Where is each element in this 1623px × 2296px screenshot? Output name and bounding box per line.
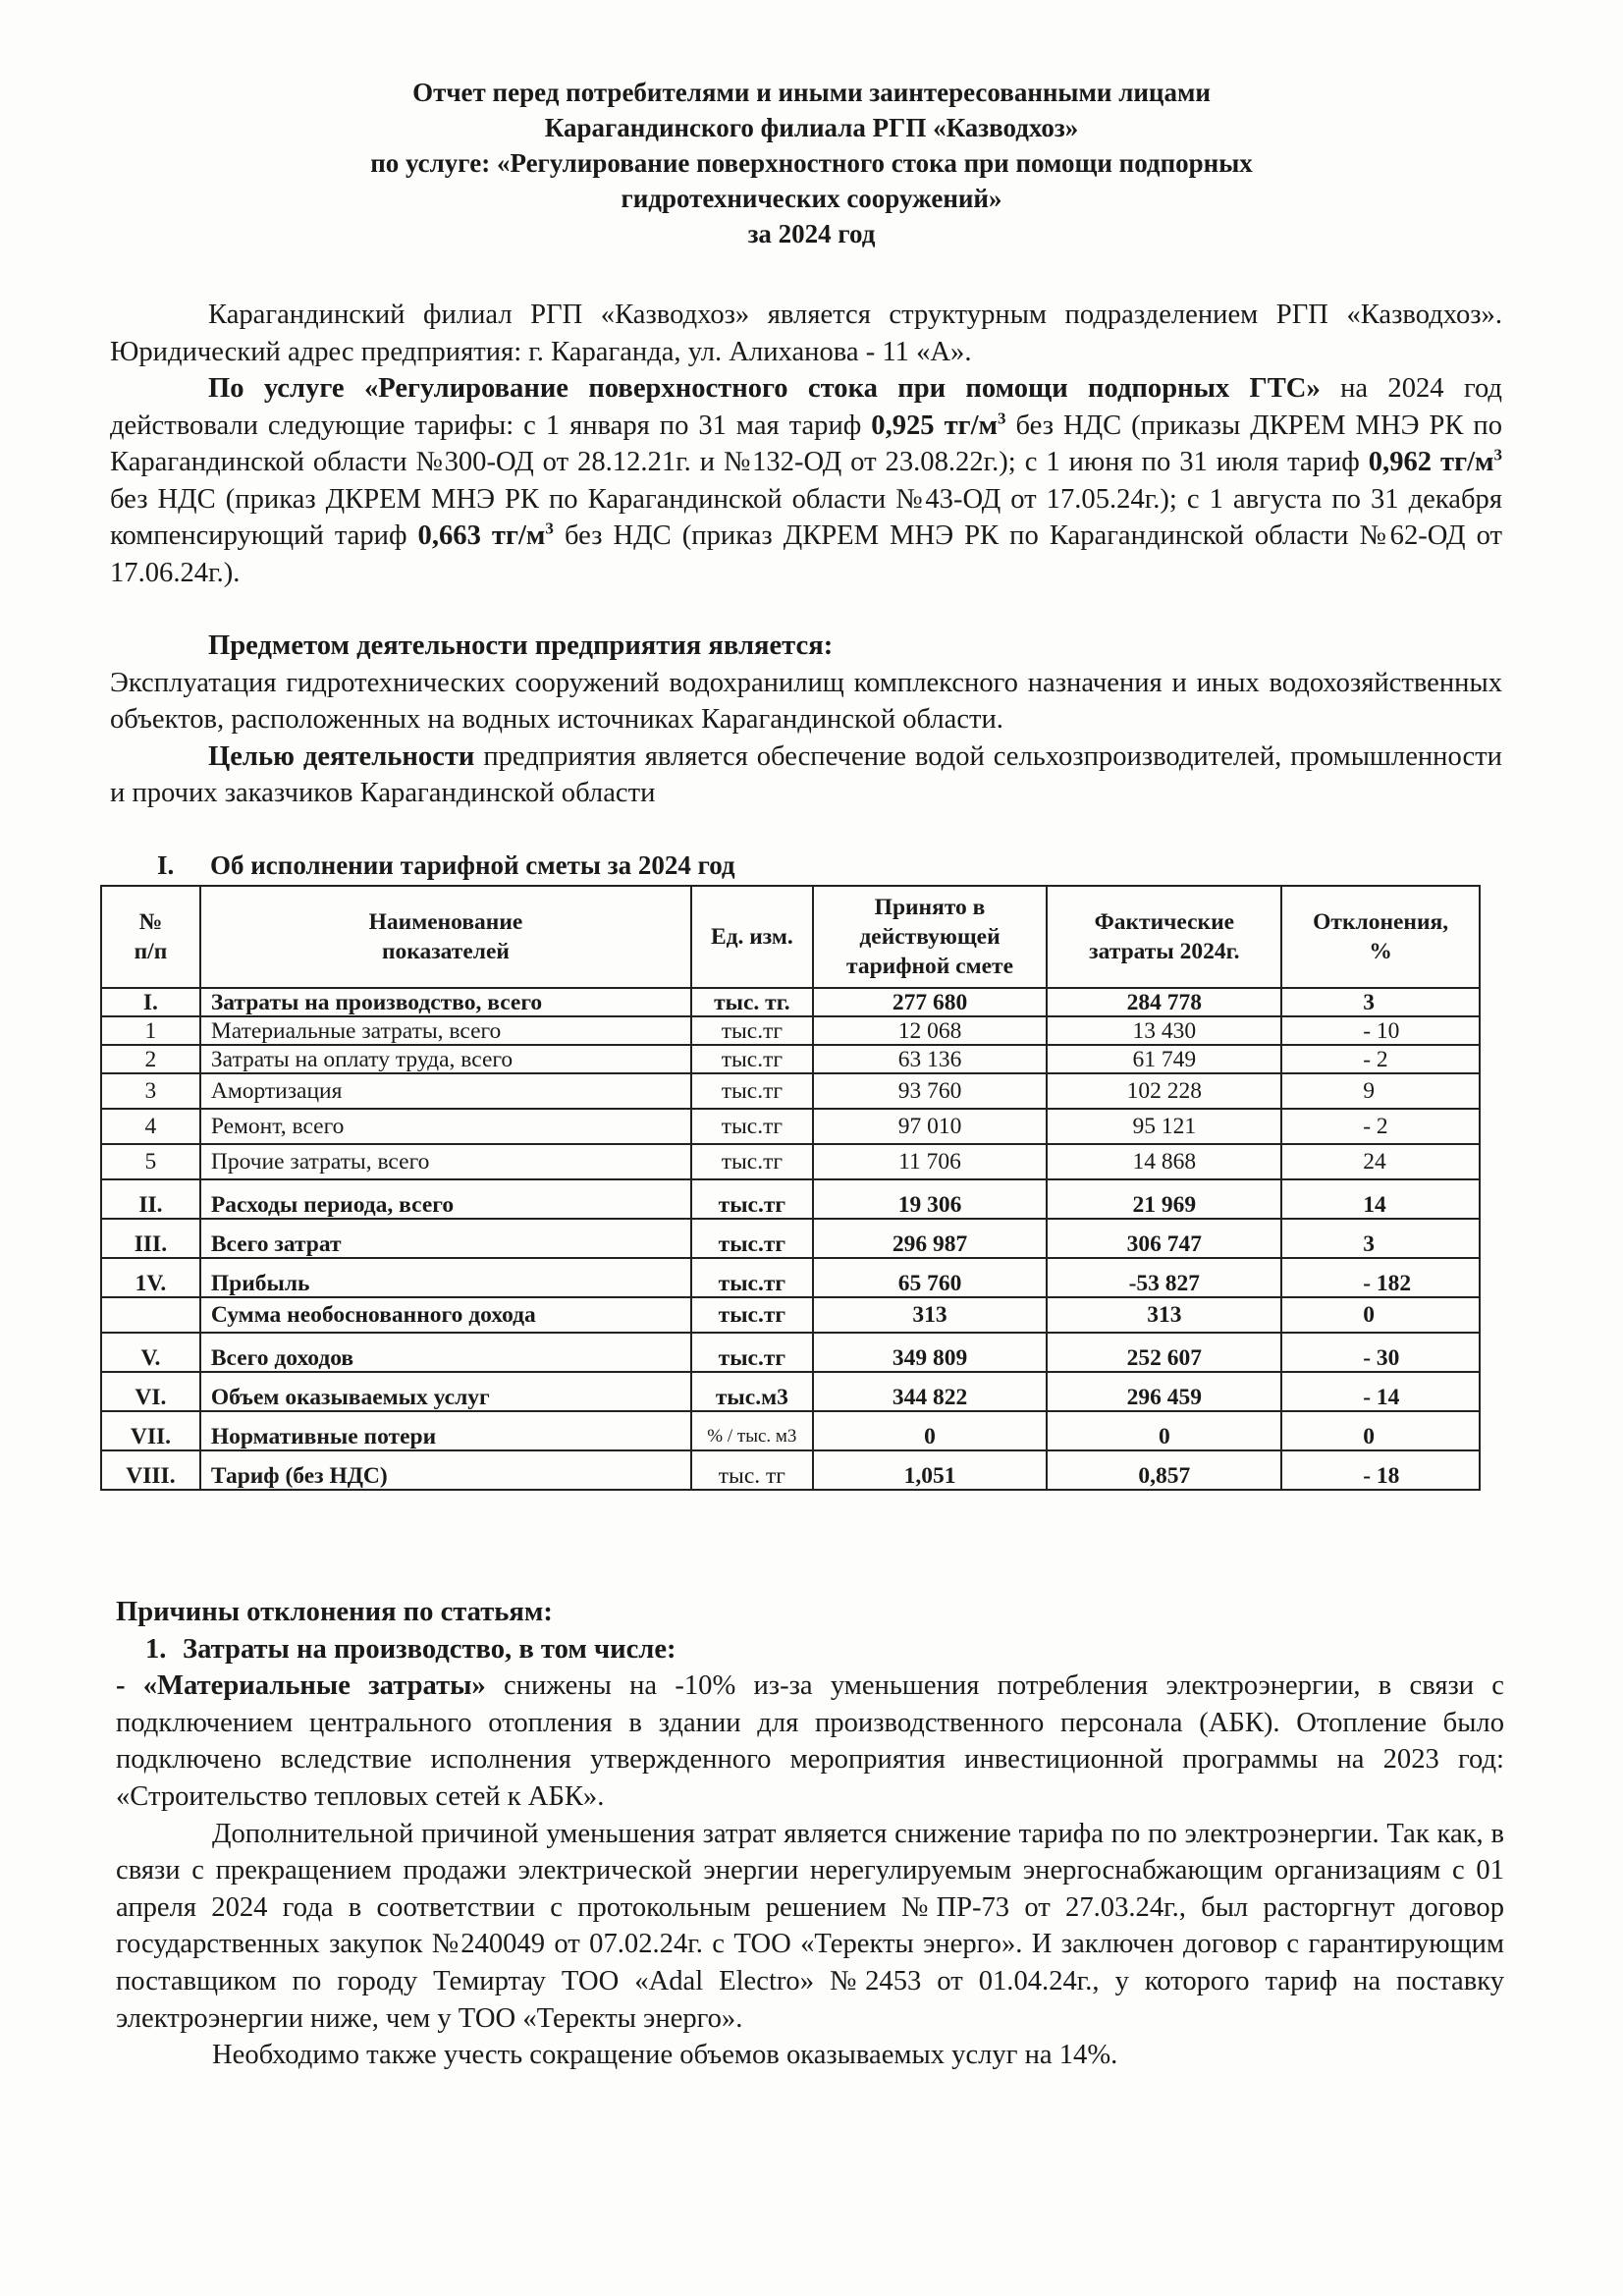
cell-fact: 306 747 xyxy=(1047,1219,1281,1258)
cell-fact: 14 868 xyxy=(1047,1144,1281,1179)
superscript: 3 xyxy=(545,519,554,538)
table-row xyxy=(101,1109,1480,1144)
cell-fact: 0,857 xyxy=(1047,1450,1281,1490)
cell-name: Сумма необоснованного дохода xyxy=(200,1297,691,1333)
cell-unit: тыс.тг xyxy=(691,1258,813,1297)
cell-name: Затраты на оплату труда, всего xyxy=(200,1045,691,1073)
cell-fact: 284 778 xyxy=(1047,988,1281,1016)
section-title: Об исполнении тарифной сметы за 2024 год xyxy=(210,850,735,880)
table-row xyxy=(101,1144,1480,1179)
cell-plan: 19 306 xyxy=(813,1179,1048,1219)
cell-num: 4 xyxy=(101,1109,200,1144)
header-name: Наименование показателей xyxy=(200,886,691,988)
cell-plan: 1,051 xyxy=(813,1450,1048,1490)
title-line: за 2024 год xyxy=(747,219,876,248)
title-line: гидротехнических сооружений» xyxy=(621,184,1002,213)
cell-num: III. xyxy=(101,1219,200,1258)
cell-unit: % / тыс. м3 xyxy=(691,1411,813,1450)
cell-deviation: 0 xyxy=(1281,1297,1480,1333)
cell-fact: 102 228 xyxy=(1047,1073,1281,1109)
cell-fact: 95 121 xyxy=(1047,1109,1281,1144)
text-run: снижены на -10% из-за уменьшения потребления электроэнергии, в связи с подключением центрального отопления в здании для производственного персонала (АБК). Отопление было подключено вследствие исполнения утвержденного мероприятия инвестиционной программы на 2023 год: «Строительство тепловых сетей к АБК». xyxy=(116,1670,1504,1812)
cell-num: V. xyxy=(101,1333,200,1372)
deviation-causes-section xyxy=(116,1594,1504,2074)
cell-plan: 277 680 xyxy=(813,988,1048,1016)
cell-deviation: 0 xyxy=(1281,1411,1480,1450)
cell-deviation: 3 xyxy=(1281,988,1480,1016)
cell-plan: 97 010 xyxy=(813,1109,1048,1144)
cell-unit: тыс.тг xyxy=(691,1219,813,1258)
table-row xyxy=(101,1297,1480,1333)
cell-fact: -53 827 xyxy=(1047,1258,1281,1297)
item-title: Затраты на производство, в том числе: xyxy=(183,1633,676,1665)
volume-paragraph: Необходимо также учесть сокращение объемов оказываемых услуг на 14%. xyxy=(212,2040,1118,2071)
cell-num: VIII. xyxy=(101,1450,200,1490)
table-row xyxy=(101,988,1480,1016)
superscript: 3 xyxy=(1493,445,1502,465)
cell-plan: 12 068 xyxy=(813,1016,1048,1045)
table-row xyxy=(101,1179,1480,1219)
text-run: без НДС (приказы ДКРЕМ МНЭ РК по Карагандинской области №300-ОД от 28.12.21г. и №132-ОД от 23.08.22г.); с 1 июня по 31 июля тариф xyxy=(110,410,1503,477)
cell-fact: 21 969 xyxy=(1047,1179,1281,1219)
cell-name: Всего доходов xyxy=(200,1333,691,1372)
cell-name: Прочие затраты, всего xyxy=(200,1144,691,1179)
text-run: на 2024 год действовали следующие тарифы: с 1 января по 31 мая тариф xyxy=(110,373,1502,441)
cell-deviation: - 30 xyxy=(1281,1333,1480,1372)
cell-plan: 63 136 xyxy=(813,1045,1048,1073)
table-row xyxy=(101,1219,1480,1258)
cell-fact: 61 749 xyxy=(1047,1045,1281,1073)
table-row xyxy=(101,1372,1480,1411)
header-num: № п/п xyxy=(101,886,200,988)
cell-name: Прибыль xyxy=(200,1258,691,1297)
cell-name: Ремонт, всего xyxy=(200,1109,691,1144)
cell-num: 5 xyxy=(101,1144,200,1179)
cell-deviation: 3 xyxy=(1281,1219,1480,1258)
material-costs-label: - «Материальные затраты» xyxy=(116,1670,486,1702)
tariff-estimate-table xyxy=(100,885,1481,1491)
cell-plan: 11 706 xyxy=(813,1144,1048,1179)
cell-name: Всего затрат xyxy=(200,1219,691,1258)
cell-unit: тыс.тг xyxy=(691,1109,813,1144)
goal-paragraph xyxy=(110,738,1502,812)
item-number: 1. xyxy=(145,1633,167,1665)
cell-plan: 349 809 xyxy=(813,1333,1048,1372)
activity-paragraph: Эксплуатация гидротехнических сооружений водохранилищ комплексного назначения и иных водохозяйственных объектов, расположенных на водных источниках Карагандинской области. xyxy=(110,667,1502,735)
title-line: Отчет перед потребителями и иными заинтересованными лицами xyxy=(412,78,1211,107)
cell-unit: тыс.тг xyxy=(691,1179,813,1219)
header-deviation: Отклонения, % xyxy=(1281,886,1480,988)
causes-heading: Причины отклонения по статьям: xyxy=(116,1597,553,1627)
cell-unit: тыс.м3 xyxy=(691,1372,813,1411)
cell-unit: тыс.тг xyxy=(691,1333,813,1372)
intro-section xyxy=(110,297,1502,812)
cell-fact: 313 xyxy=(1047,1297,1281,1333)
goal-label: Целью деятельности xyxy=(208,740,475,772)
table-row xyxy=(101,1333,1480,1372)
intro-paragraph: Карагандинский филиал РГП «Казводхоз» является структурным подразделением РГП «Казводхоз». Юридический адрес предприятия: г. Караганда, ул. Алиханова - 11 «А». xyxy=(110,300,1502,367)
header-plan: Принято в действующей тарифной смете xyxy=(813,886,1048,988)
cell-unit: тыс.тг xyxy=(691,1144,813,1179)
cell-name: Тариф (без НДС) xyxy=(200,1450,691,1490)
section-heading xyxy=(157,850,735,881)
activity-heading: Предметом деятельности предприятия является: xyxy=(208,630,834,661)
tariff-value: 0,663 $тг/м^3$ xyxy=(417,519,554,551)
cell-num: 1V. xyxy=(101,1258,200,1297)
cell-deviation: - 182 xyxy=(1281,1258,1480,1297)
table-row xyxy=(101,1073,1480,1109)
cell-fact: 0 xyxy=(1047,1411,1281,1450)
cell-plan: 93 760 xyxy=(813,1073,1048,1109)
cell-fact: 252 607 xyxy=(1047,1333,1281,1372)
cell-deviation: - 2 xyxy=(1281,1109,1480,1144)
cell-deviation: - 14 xyxy=(1281,1372,1480,1411)
cell-unit: тыс. тг xyxy=(691,1450,813,1490)
cell-num: VII. xyxy=(101,1411,200,1450)
header-fact: Фактические затраты 2024г. xyxy=(1047,886,1281,988)
cell-unit: тыс. тг. xyxy=(691,988,813,1016)
table-row xyxy=(101,1016,1480,1045)
table-row xyxy=(101,1450,1480,1490)
cell-unit: тыс.тг xyxy=(691,1016,813,1045)
cell-num: VI. xyxy=(101,1372,200,1411)
cell-name: Расходы периода, всего xyxy=(200,1179,691,1219)
tariff-paragraph xyxy=(110,370,1502,591)
cell-num: 1 xyxy=(101,1016,200,1045)
title-line: Карагандинского филиала РГП «Казводхоз» xyxy=(544,113,1079,142)
table-row xyxy=(101,1258,1480,1297)
table-row xyxy=(101,1411,1480,1450)
cell-plan: 0 xyxy=(813,1411,1048,1450)
section-number: I. xyxy=(157,850,175,880)
cell-deviation: - 2 xyxy=(1281,1045,1480,1073)
cell-plan: 296 987 xyxy=(813,1219,1048,1258)
cell-name: Нормативные потери xyxy=(200,1411,691,1450)
superscript: 3 xyxy=(998,408,1006,427)
tariff-value: 0,962 $тг/м^3$ xyxy=(1368,445,1502,477)
service-name: По услуге «Регулирование поверхностного стока при помощи подпорных ГТС» xyxy=(208,373,1321,404)
cell-deviation: - 10 xyxy=(1281,1016,1480,1045)
text-run: без НДС (приказ ДКРЕМ МНЭ РК по Карагандинской области №43-ОД от 17.05.24г.); с 1 августа по 31 декабря компенсирующий тариф xyxy=(110,483,1502,551)
text-run: без НДС (приказ ДКРЕМ МНЭ РК по Карагандинской области №62-ОД от 17.06.24г.). xyxy=(110,520,1502,588)
cell-fact: 296 459 xyxy=(1047,1372,1281,1411)
document-title xyxy=(147,75,1476,251)
cell-deviation: 24 xyxy=(1281,1144,1480,1179)
cell-deviation: - 18 xyxy=(1281,1450,1480,1490)
cell-fact: 13 430 xyxy=(1047,1016,1281,1045)
cell-num xyxy=(101,1297,200,1333)
cell-name: Затраты на производство, всего xyxy=(200,988,691,1016)
cell-name: Объем оказываемых услуг xyxy=(200,1372,691,1411)
cell-num: II. xyxy=(101,1179,200,1219)
cell-num: 2 xyxy=(101,1045,200,1073)
table-header-row xyxy=(101,886,1480,988)
cell-plan: 313 xyxy=(813,1297,1048,1333)
tariff-value: 0,925 $тг/м^3$ xyxy=(871,408,1006,441)
cell-deviation: 9 xyxy=(1281,1073,1480,1109)
cell-unit: тыс.тг xyxy=(691,1297,813,1333)
header-unit: Ед. изм. xyxy=(691,886,813,988)
cell-unit: тыс.тг xyxy=(691,1045,813,1073)
cell-name: Амортизация xyxy=(200,1073,691,1109)
cell-plan: 65 760 xyxy=(813,1258,1048,1297)
table-row xyxy=(101,1045,1480,1073)
cell-unit: тыс.тг xyxy=(691,1073,813,1109)
title-line: по услуге: «Регулирование поверхностного стока при помощи подпорных xyxy=(370,148,1253,178)
material-costs-paragraph xyxy=(116,1667,1504,1815)
text-run: предприятия является обеспечение водой сельхозпроизводителей, промышленности и прочих заказчиков Карагандинской области xyxy=(110,740,1502,808)
electricity-paragraph: Дополнительной причиной уменьшения затрат является снижение тарифа по по электроэнергии. Так как, в связи с прекращением продажи электрической энергии нерегулируемым энергоснабжающим организациям с 01 апреля 2024 года в соответствии с протокольным решением №ПР-73 от 27.03.24г., был расторгнут договор государственных закупок №240049 от 07.02.24г. с ТОО «Теректы энерго». И заключен договор с гарантирующим поставщиком по городу Темиртау ТОО «Adal Electro» №2453 от 01.04.24г., у которого тариф на поставку электроэнергии ниже, чем у ТОО «Теректы энерго». xyxy=(116,1818,1504,2034)
cell-name: Материальные затраты, всего xyxy=(200,1016,691,1045)
cell-plan: 344 822 xyxy=(813,1372,1048,1411)
causes-item xyxy=(116,1631,1504,1668)
cell-deviation: 14 xyxy=(1281,1179,1480,1219)
cell-num: 3 xyxy=(101,1073,200,1109)
cell-num: I. xyxy=(101,988,200,1016)
